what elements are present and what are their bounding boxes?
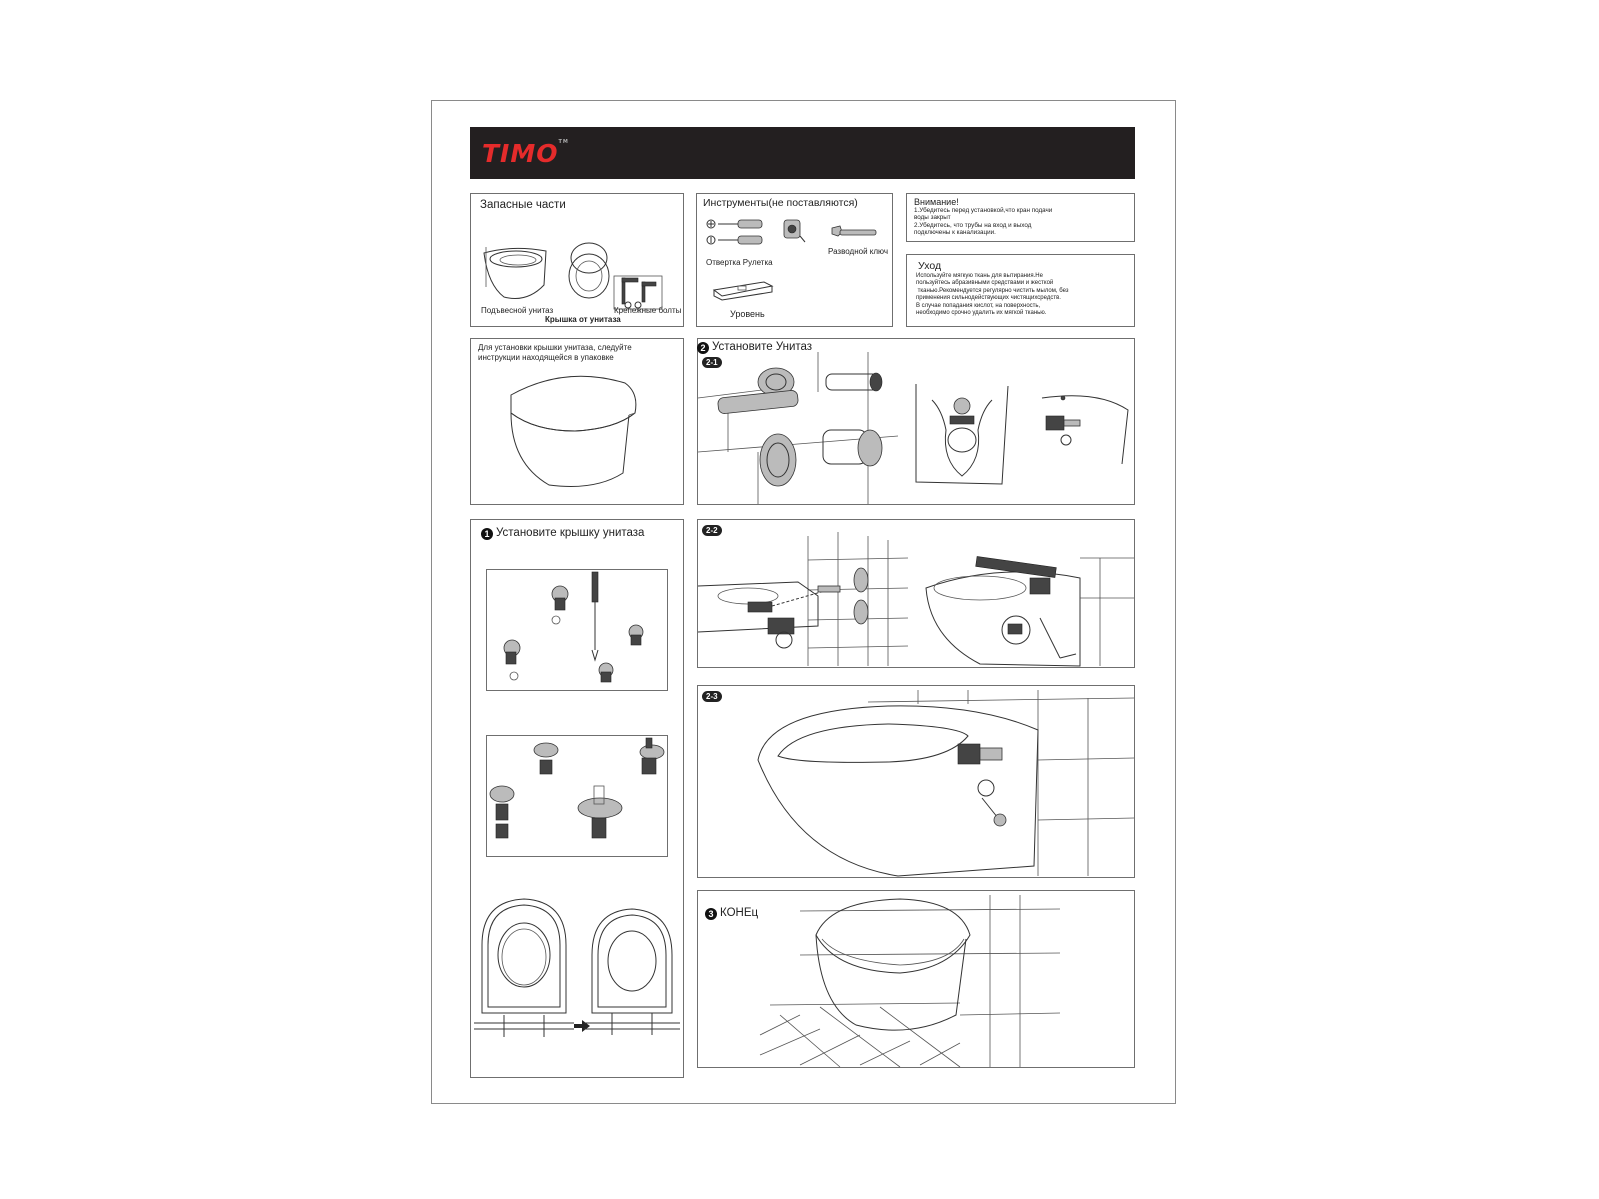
step1-number-badge: 1 xyxy=(481,528,493,540)
substep-2-3-badge: 2-3 xyxy=(702,691,722,702)
finished-toilet-illustration xyxy=(760,895,1060,1067)
step3-heading xyxy=(705,907,758,920)
seat-note-line2: инструкции находящейся в упаковке xyxy=(478,353,614,362)
bolt-bracket-illustration xyxy=(1038,390,1134,466)
tools-title: Инструменты(не поставляются) xyxy=(703,197,858,209)
warning-title: Внимание! xyxy=(914,197,959,207)
label-wall-hung-toilet: Подъвесной унитаз xyxy=(481,306,554,315)
substep-2-1-badge: 2-1 xyxy=(702,357,722,368)
step3-title: КОНЕц xyxy=(720,907,759,919)
toilet-seat-icon xyxy=(565,240,615,302)
wall-hung-toilet-icon xyxy=(482,245,552,305)
seat-after-illustration xyxy=(584,905,680,1047)
label-spirit-level: Уровень xyxy=(730,309,765,319)
toilet-side-bolt-illustration xyxy=(698,690,1134,876)
toilet-with-seat-illustration xyxy=(505,373,645,495)
toilet-mounting-illustration xyxy=(920,558,1134,666)
warning-text: 1.Убедитесь перед установкой,что кран подачи воды закрыт 2.Убедитесь, что трубы на вход и выход подключены к канализации. xyxy=(914,207,1053,237)
care-text: Используйте мягкую ткань для вытирания.Не пользуйтесь абразивными средствами и жесткой тканью.Рекомендуется регулярно чистить мылом, без применения сильнодействующих чистящихсредств. В случае попадания кислот, на поверхность, необходимо срочно удалить их мягкой тканью. xyxy=(916,273,1069,317)
header-bar xyxy=(470,127,1135,179)
label-fixing-bolts: Крепежные болты xyxy=(614,306,682,315)
tape-measure-icon xyxy=(782,218,806,244)
screwdriver-icon xyxy=(706,218,768,248)
label-toilet-seat: Крышка от унитаза xyxy=(545,315,621,324)
bolt-insertion-illustration xyxy=(698,530,908,666)
care-title: Уход xyxy=(918,260,942,272)
step2-title: Установите Унитаз xyxy=(712,341,813,353)
seat-note-line1: Для установки крышки унитаза, следуйте xyxy=(478,343,632,352)
seat-before-illustration xyxy=(474,895,574,1037)
step1-heading xyxy=(481,527,644,540)
step1-title: Установите крышку унитаза xyxy=(496,527,645,539)
brand-logo: TIMO™ xyxy=(482,139,569,168)
fixing-bolts-icon xyxy=(614,276,664,310)
spare-parts-title: Запасные части xyxy=(480,199,566,211)
toilet-back-illustration xyxy=(912,380,1022,490)
wall-pipes-illustration xyxy=(698,352,898,504)
substep-2-2-badge: 2-2 xyxy=(702,525,722,536)
step3-number-badge: 3 xyxy=(705,908,717,920)
adjustable-wrench-icon xyxy=(830,224,878,244)
spirit-level-icon xyxy=(712,280,774,302)
label-adjustable-wrench: Разводной ключ xyxy=(828,247,889,256)
label-screwdriver-tape: Отвертка Рулетка xyxy=(706,258,773,267)
hinge-cap-illustration xyxy=(490,738,666,856)
step2-number-badge: 2 xyxy=(697,342,709,354)
hinge-screwdriver-illustration xyxy=(490,572,666,690)
